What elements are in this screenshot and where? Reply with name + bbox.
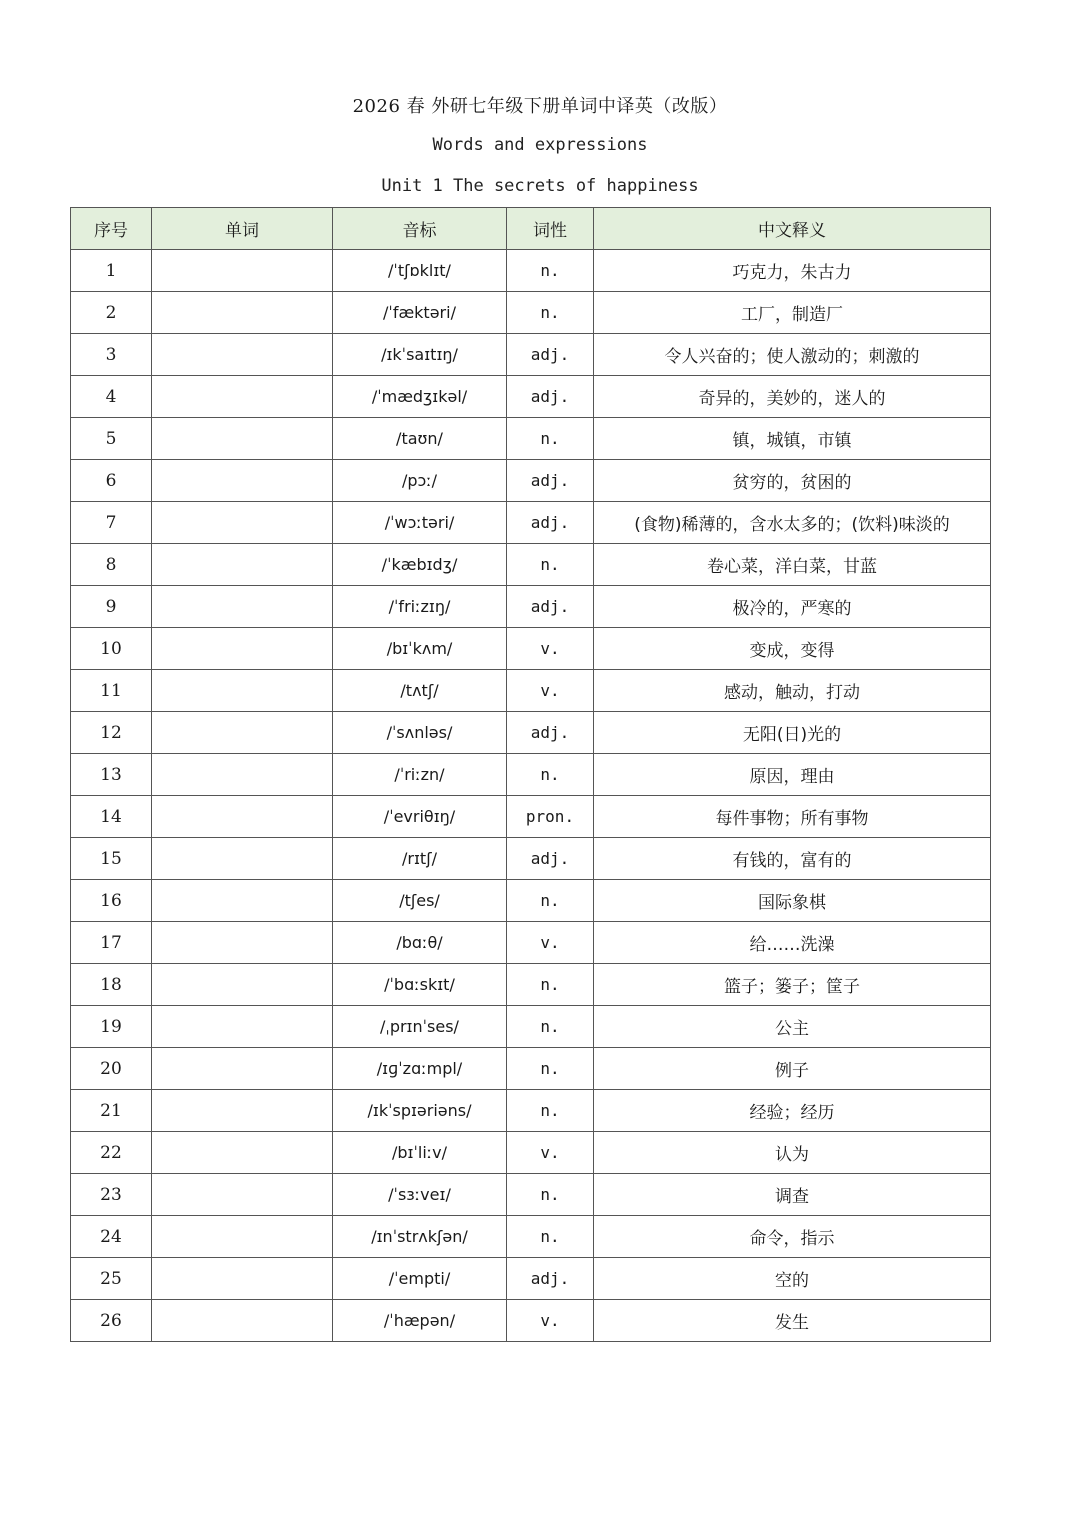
word-answer-cell[interactable] [152,964,333,1006]
word-answer-cell[interactable] [152,1090,333,1132]
word-answer-cell[interactable] [152,586,333,628]
word-answer-cell[interactable] [152,712,333,754]
row-number-cell: 16 [71,880,152,922]
table-row [71,418,991,460]
part-of-speech-cell: n. [507,1216,594,1258]
word-answer-cell[interactable] [152,1300,333,1342]
header-chinese-meaning: 中文释义 [594,208,991,250]
word-answer-cell[interactable] [152,1174,333,1216]
part-of-speech-cell: adj. [507,502,594,544]
part-of-speech-cell: v. [507,1132,594,1174]
chinese-meaning-cell: 有钱的，富有的 [594,838,991,880]
row-number-cell: 4 [71,376,152,418]
row-number-cell: 7 [71,502,152,544]
word-answer-cell[interactable] [152,334,333,376]
phonetic-cell: /ɪkˈsaɪtɪŋ/ [333,334,507,376]
phonetic-cell: /ˈhæpən/ [333,1300,507,1342]
row-number-cell: 24 [71,1216,152,1258]
row-number-cell: 10 [71,628,152,670]
table-row [71,1048,991,1090]
part-of-speech-cell: n. [507,1048,594,1090]
header-word: 单词 [152,208,333,250]
chinese-meaning-cell: 例子 [594,1048,991,1090]
word-answer-cell[interactable] [152,1216,333,1258]
row-number-cell: 2 [71,292,152,334]
table-row [71,292,991,334]
table-row [71,712,991,754]
part-of-speech-cell: adj. [507,1258,594,1300]
part-of-speech-cell: v. [507,670,594,712]
part-of-speech-cell: adj. [507,586,594,628]
chinese-meaning-cell: 工厂，制造厂 [594,292,991,334]
table-row [71,880,991,922]
chinese-meaning-cell: 令人兴奋的；使人激动的；刺激的 [594,334,991,376]
phonetic-cell: /ˈsɜːveɪ/ [333,1174,507,1216]
phonetic-cell: /ˈsʌnləs/ [333,712,507,754]
word-answer-cell[interactable] [152,1006,333,1048]
table-row [71,1006,991,1048]
phonetic-cell: /ɪnˈstrʌkʃən/ [333,1216,507,1258]
chinese-meaning-cell: 篮子；篓子；筐子 [594,964,991,1006]
row-number-cell: 5 [71,418,152,460]
phonetic-cell: /ˈbɑːskɪt/ [333,964,507,1006]
phonetic-cell: /ˈwɔːtəri/ [333,502,507,544]
table-row [71,1174,991,1216]
header-part-of-speech: 词性 [507,208,594,250]
chinese-meaning-cell: 公主 [594,1006,991,1048]
row-number-cell: 12 [71,712,152,754]
table-row [71,922,991,964]
row-number-cell: 20 [71,1048,152,1090]
phonetic-cell: /ɪkˈspɪəriəns/ [333,1090,507,1132]
table-row [71,628,991,670]
chinese-meaning-cell: 卷心菜，洋白菜，甘蓝 [594,544,991,586]
row-number-cell: 15 [71,838,152,880]
word-answer-cell[interactable] [152,1048,333,1090]
row-number-cell: 9 [71,586,152,628]
part-of-speech-cell: n. [507,418,594,460]
part-of-speech-cell: adj. [507,334,594,376]
table-row [71,1258,991,1300]
row-number-cell: 14 [71,796,152,838]
table-row [71,1132,991,1174]
header-number: 序号 [71,208,152,250]
chinese-meaning-cell: 原因，理由 [594,754,991,796]
word-answer-cell[interactable] [152,292,333,334]
phonetic-cell: /tʌtʃ/ [333,670,507,712]
word-answer-cell[interactable] [152,1132,333,1174]
row-number-cell: 6 [71,460,152,502]
part-of-speech-cell: n. [507,1006,594,1048]
part-of-speech-cell: n. [507,1174,594,1216]
phonetic-cell: /tʃes/ [333,880,507,922]
phonetic-cell: /taʊn/ [333,418,507,460]
part-of-speech-cell: n. [507,964,594,1006]
table-row [71,838,991,880]
part-of-speech-cell: n. [507,880,594,922]
word-answer-cell[interactable] [152,376,333,418]
phonetic-cell: /bɪˈkʌm/ [333,628,507,670]
chinese-meaning-cell: 巧克力，朱古力 [594,250,991,292]
row-number-cell: 21 [71,1090,152,1132]
table-row [71,1300,991,1342]
phonetic-cell: /ˈtʃɒklɪt/ [333,250,507,292]
word-answer-cell[interactable] [152,838,333,880]
phonetic-cell: /ˈevriθɪŋ/ [333,796,507,838]
table-row [71,334,991,376]
row-number-cell: 23 [71,1174,152,1216]
word-answer-cell[interactable] [152,922,333,964]
part-of-speech-cell: n. [507,1090,594,1132]
row-number-cell: 18 [71,964,152,1006]
row-number-cell: 3 [71,334,152,376]
chinese-meaning-cell: 给……洗澡 [594,922,991,964]
word-answer-cell[interactable] [152,796,333,838]
part-of-speech-cell: v. [507,922,594,964]
word-answer-cell[interactable] [152,418,333,460]
word-answer-cell[interactable] [152,502,333,544]
part-of-speech-cell: n. [507,250,594,292]
table-row [71,754,991,796]
chinese-meaning-cell: 命令，指示 [594,1216,991,1258]
part-of-speech-cell: adj. [507,376,594,418]
table-row [71,460,991,502]
table-row [71,670,991,712]
row-number-cell: 26 [71,1300,152,1342]
phonetic-cell: /ɪɡˈzɑːmpl/ [333,1048,507,1090]
word-answer-cell[interactable] [152,544,333,586]
row-number-cell: 25 [71,1258,152,1300]
chinese-meaning-cell: 空的 [594,1258,991,1300]
part-of-speech-cell: v. [507,628,594,670]
chinese-meaning-cell: 发生 [594,1300,991,1342]
table-row [71,586,991,628]
word-answer-cell[interactable] [152,460,333,502]
vocabulary-table [70,207,991,1342]
phonetic-cell: /rɪtʃ/ [333,838,507,880]
table-row [71,502,991,544]
phonetic-cell: /ˈfriːzɪŋ/ [333,586,507,628]
word-answer-cell[interactable] [152,754,333,796]
part-of-speech-cell: n. [507,544,594,586]
part-of-speech-cell: adj. [507,712,594,754]
phonetic-cell: /ˈmædʒɪkəl/ [333,376,507,418]
page-title: 2026 春 外研七年级下册单词中译英（改版） [352,96,728,117]
table-row [71,964,991,1006]
row-number-cell: 22 [71,1132,152,1174]
unit-title: Unit 1 The secrets of happiness [381,176,699,196]
table-row [71,796,991,838]
phonetic-cell: /ˌprɪnˈses/ [333,1006,507,1048]
chinese-meaning-cell: 调查 [594,1174,991,1216]
header-phonetic: 音标 [333,208,507,250]
chinese-meaning-cell: 无阳(日)光的 [594,712,991,754]
chinese-meaning-cell: 国际象棋 [594,880,991,922]
word-answer-cell[interactable] [152,250,333,292]
table-row [71,376,991,418]
chinese-meaning-cell: 贫穷的，贫困的 [594,460,991,502]
phonetic-cell: /bɑːθ/ [333,922,507,964]
chinese-meaning-cell: 感动，触动，打动 [594,670,991,712]
row-number-cell: 13 [71,754,152,796]
phonetic-cell: /ˈempti/ [333,1258,507,1300]
part-of-speech-cell: pron. [507,796,594,838]
chinese-meaning-cell: 变成，变得 [594,628,991,670]
table-row [71,1216,991,1258]
row-number-cell: 11 [71,670,152,712]
row-number-cell: 19 [71,1006,152,1048]
table-row [71,250,991,292]
phonetic-cell: /ˈriːzn/ [333,754,507,796]
chinese-meaning-cell: 每件事物；所有事物 [594,796,991,838]
chinese-meaning-cell: (食物)稀薄的，含水太多的；(饮料)味淡的 [594,502,991,544]
chinese-meaning-cell: 极冷的，严寒的 [594,586,991,628]
section-subtitle: Words and expressions [432,135,648,155]
chinese-meaning-cell: 镇，城镇，市镇 [594,418,991,460]
word-answer-cell[interactable] [152,1258,333,1300]
table-row [71,1090,991,1132]
chinese-meaning-cell: 认为 [594,1132,991,1174]
part-of-speech-cell: n. [507,292,594,334]
part-of-speech-cell: adj. [507,460,594,502]
part-of-speech-cell: n. [507,754,594,796]
phonetic-cell: /bɪˈliːv/ [333,1132,507,1174]
word-answer-cell[interactable] [152,628,333,670]
table-header-row [71,208,991,250]
row-number-cell: 8 [71,544,152,586]
row-number-cell: 1 [71,250,152,292]
word-answer-cell[interactable] [152,670,333,712]
phonetic-cell: /ˈkæbɪdʒ/ [333,544,507,586]
phonetic-cell: /ˈfæktəri/ [333,292,507,334]
chinese-meaning-cell: 奇异的，美妙的，迷人的 [594,376,991,418]
chinese-meaning-cell: 经验；经历 [594,1090,991,1132]
table-row [71,544,991,586]
part-of-speech-cell: v. [507,1300,594,1342]
row-number-cell: 17 [71,922,152,964]
table-body [71,250,991,1342]
part-of-speech-cell: adj. [507,838,594,880]
word-answer-cell[interactable] [152,880,333,922]
phonetic-cell: /pɔː/ [333,460,507,502]
